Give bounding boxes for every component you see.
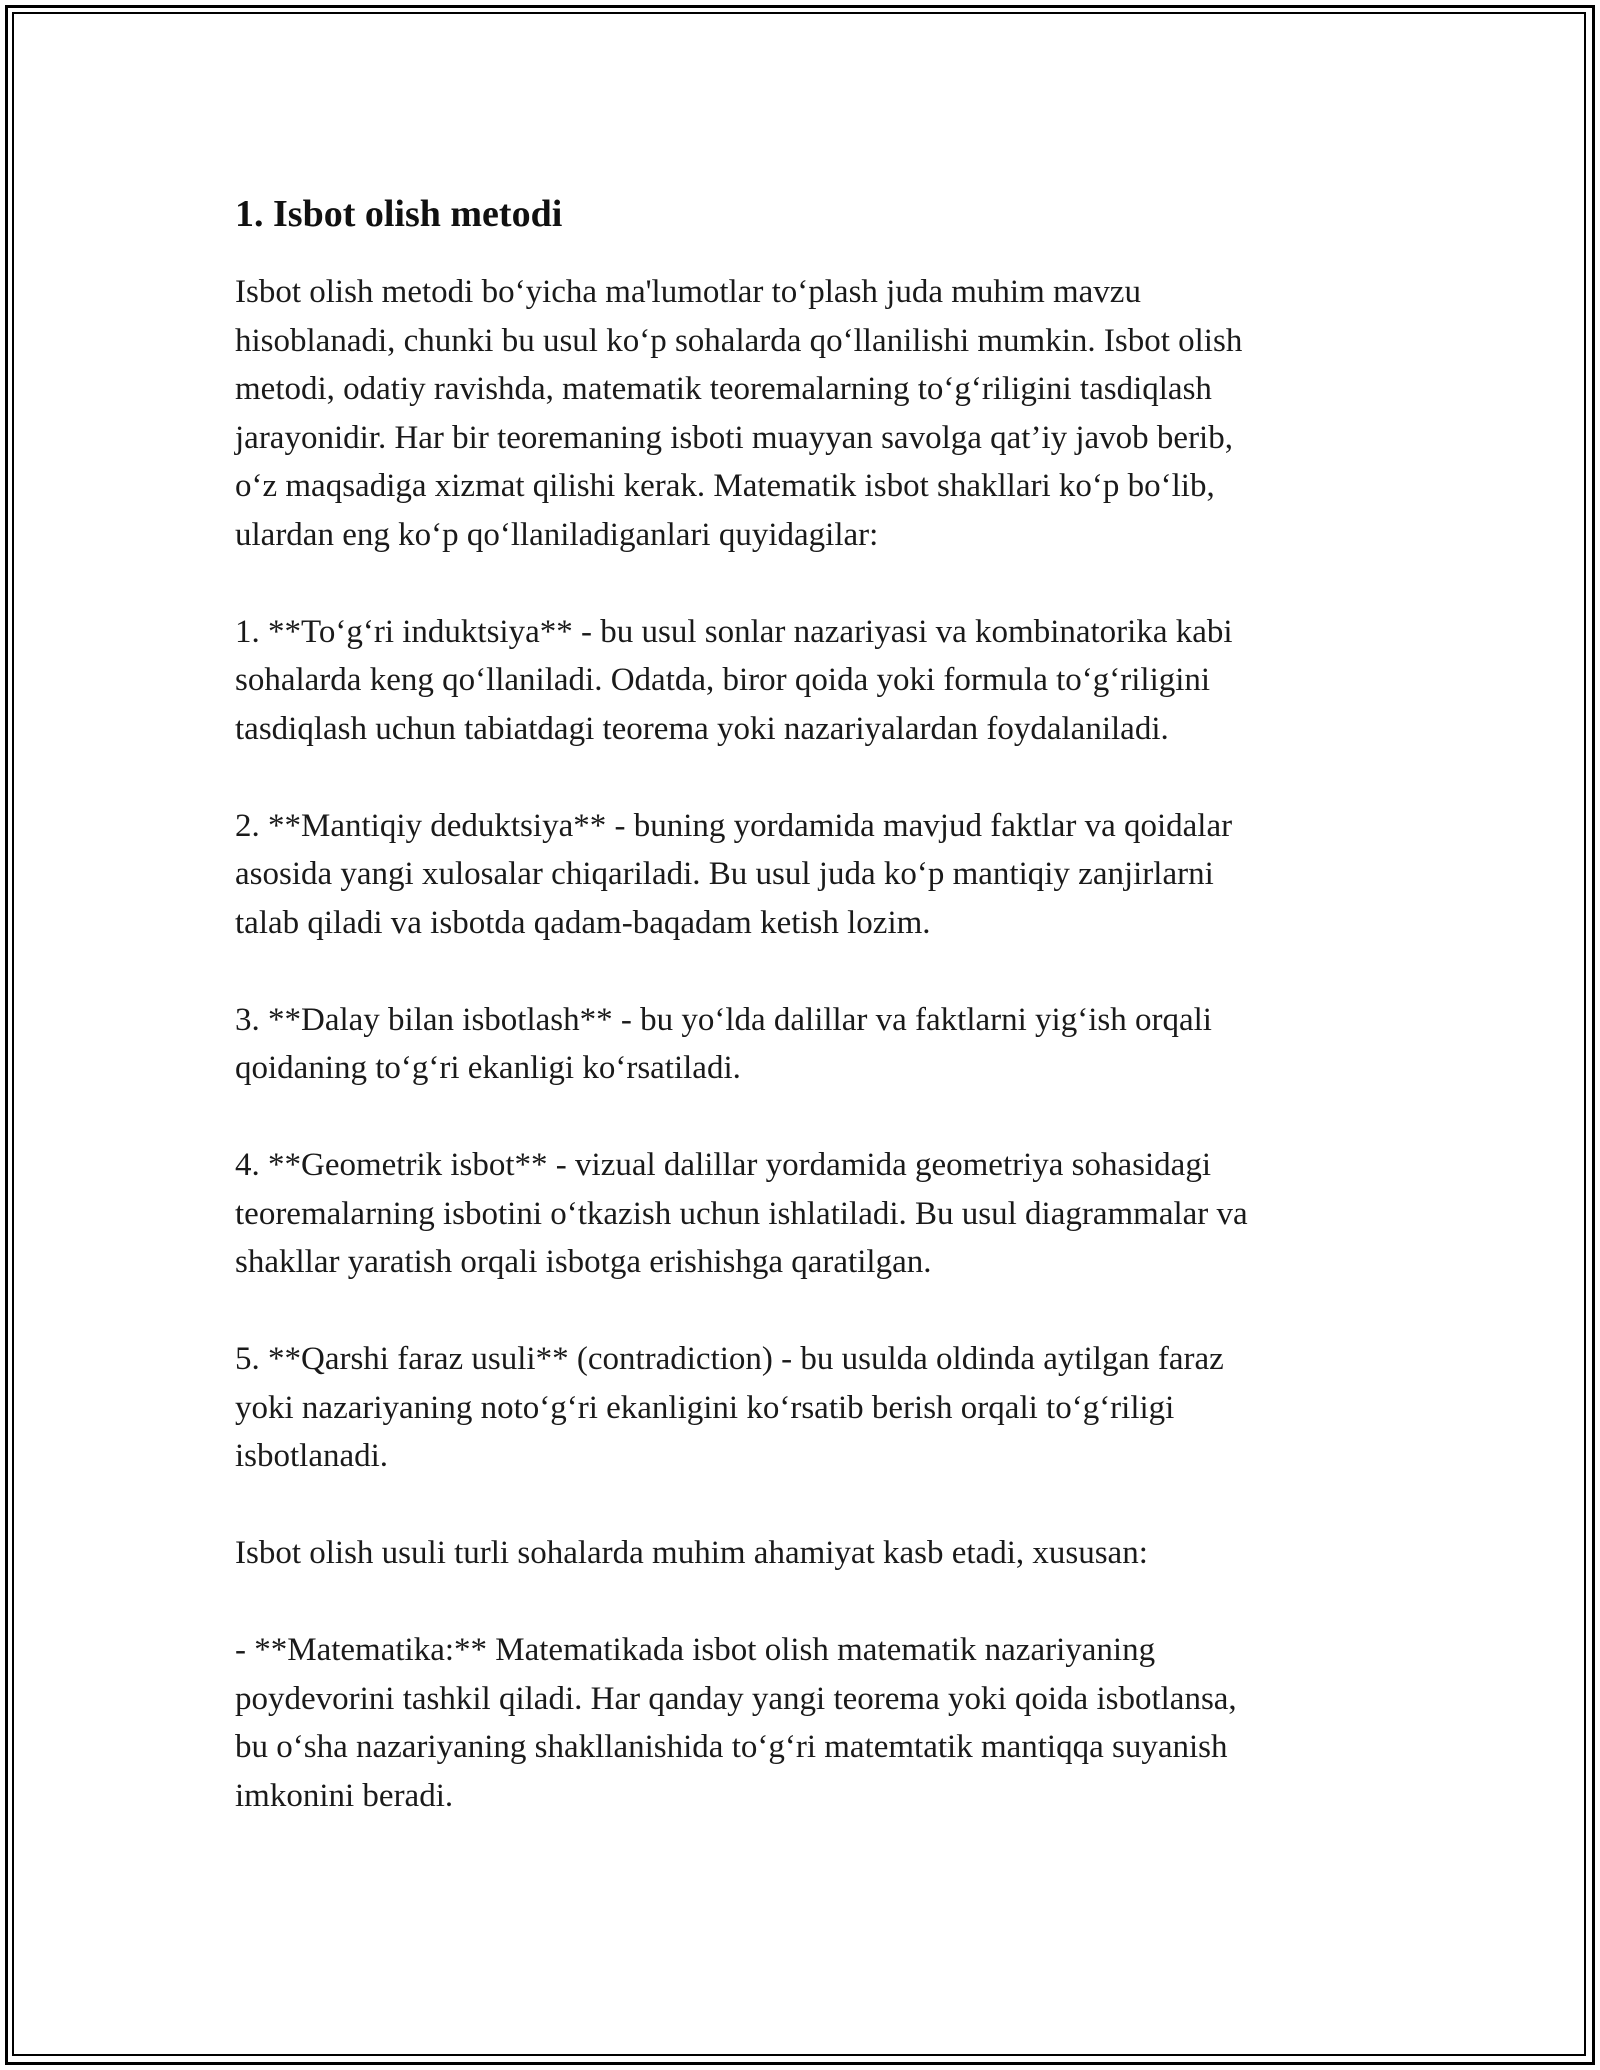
document-body — [235, 188, 1375, 1820]
list-item-proof-by-evidence: 3. **Dalay bilan isbotlash** - bu yo‘lda dalillar va faktlarni yig‘ish orqali qoidaning to‘g‘ri ekanligi ko‘rsatiladi. — [235, 1001, 1212, 1086]
fields-intro-paragraph: Isbot olish usuli turli sohalarda muhim ahamiyat kasb etadi, xususan: — [235, 1535, 1148, 1571]
intro-paragraph: Isbot olish metodi bo‘yicha ma'lumotlar to‘plash juda muhim mavzu hisoblanadi, chunki bu usul ko‘p sohalarda qo‘llanilishi mumkin. Isbot olish metodi, odatiy ravishda, matematik teoremalarning to‘g‘riligini tasdiqlash jarayonidir. Har bir teoremaning isboti muayyan savolga qat’iy javob berib, o‘z maqsadiga xizmat qilishi kerak. Matematik isbot shakllari ko‘p bo‘lib, ulardan eng ko‘p qo‘llaniladiganlari quyidagilar: — [235, 274, 1243, 553]
list-item-geometric-proof: 4. **Geometrik isbot** - vizual dalillar yordamida geometriya sohasidagi teoremalarning isbotini o‘tkazish uchun ishlatiladi. Bu usul diagrammalar va shakllar yaratish orqali isbotga erishishga qaratilgan. — [235, 1147, 1248, 1280]
section-heading: 1. Isbot olish metodi — [235, 193, 563, 235]
bullet-mathematics: - **Matematika:** Matematikada isbot olish matematik nazariyaning poydevorini tashkil qiladi. Har qanday yangi teorema yoki qoida isbotlansa, bu o‘sha nazariyaning shakllanishida to‘g‘ri matemtatik mantiqqa suyanish imkonini beradi. — [235, 1632, 1237, 1814]
list-item-logical-deduction: 2. **Mantiqiy deduktsiya** - buning yordamida mavjud faktlar va qoidalar asosida yangi xulosalar chiqariladi. Bu usul juda ko‘p mantiqiy zanjirlarni talab qiladi va isbotda qadam-baqadam ketish lozim. — [235, 807, 1233, 941]
list-item-contradiction: 5. **Qarshi faraz usuli** (contradiction) - bu usulda oldinda aytilgan faraz yoki nazariyaning noto‘g‘ri ekanligini ko‘rsatib berish orqali to‘g‘riligi isbotlanadi. — [235, 1341, 1224, 1474]
list-item-direct-induction: 1. **To‘g‘ri induktsiya** - bu usul sonlar nazariyasi va kombinatorika kabi sohalarda keng qo‘llaniladi. Odatda, biror qoida yoki formula to‘g‘riligini tasdiqlash uchun tabiatdagi teorema yoki nazariyalardan foydalaniladi. — [235, 613, 1233, 747]
